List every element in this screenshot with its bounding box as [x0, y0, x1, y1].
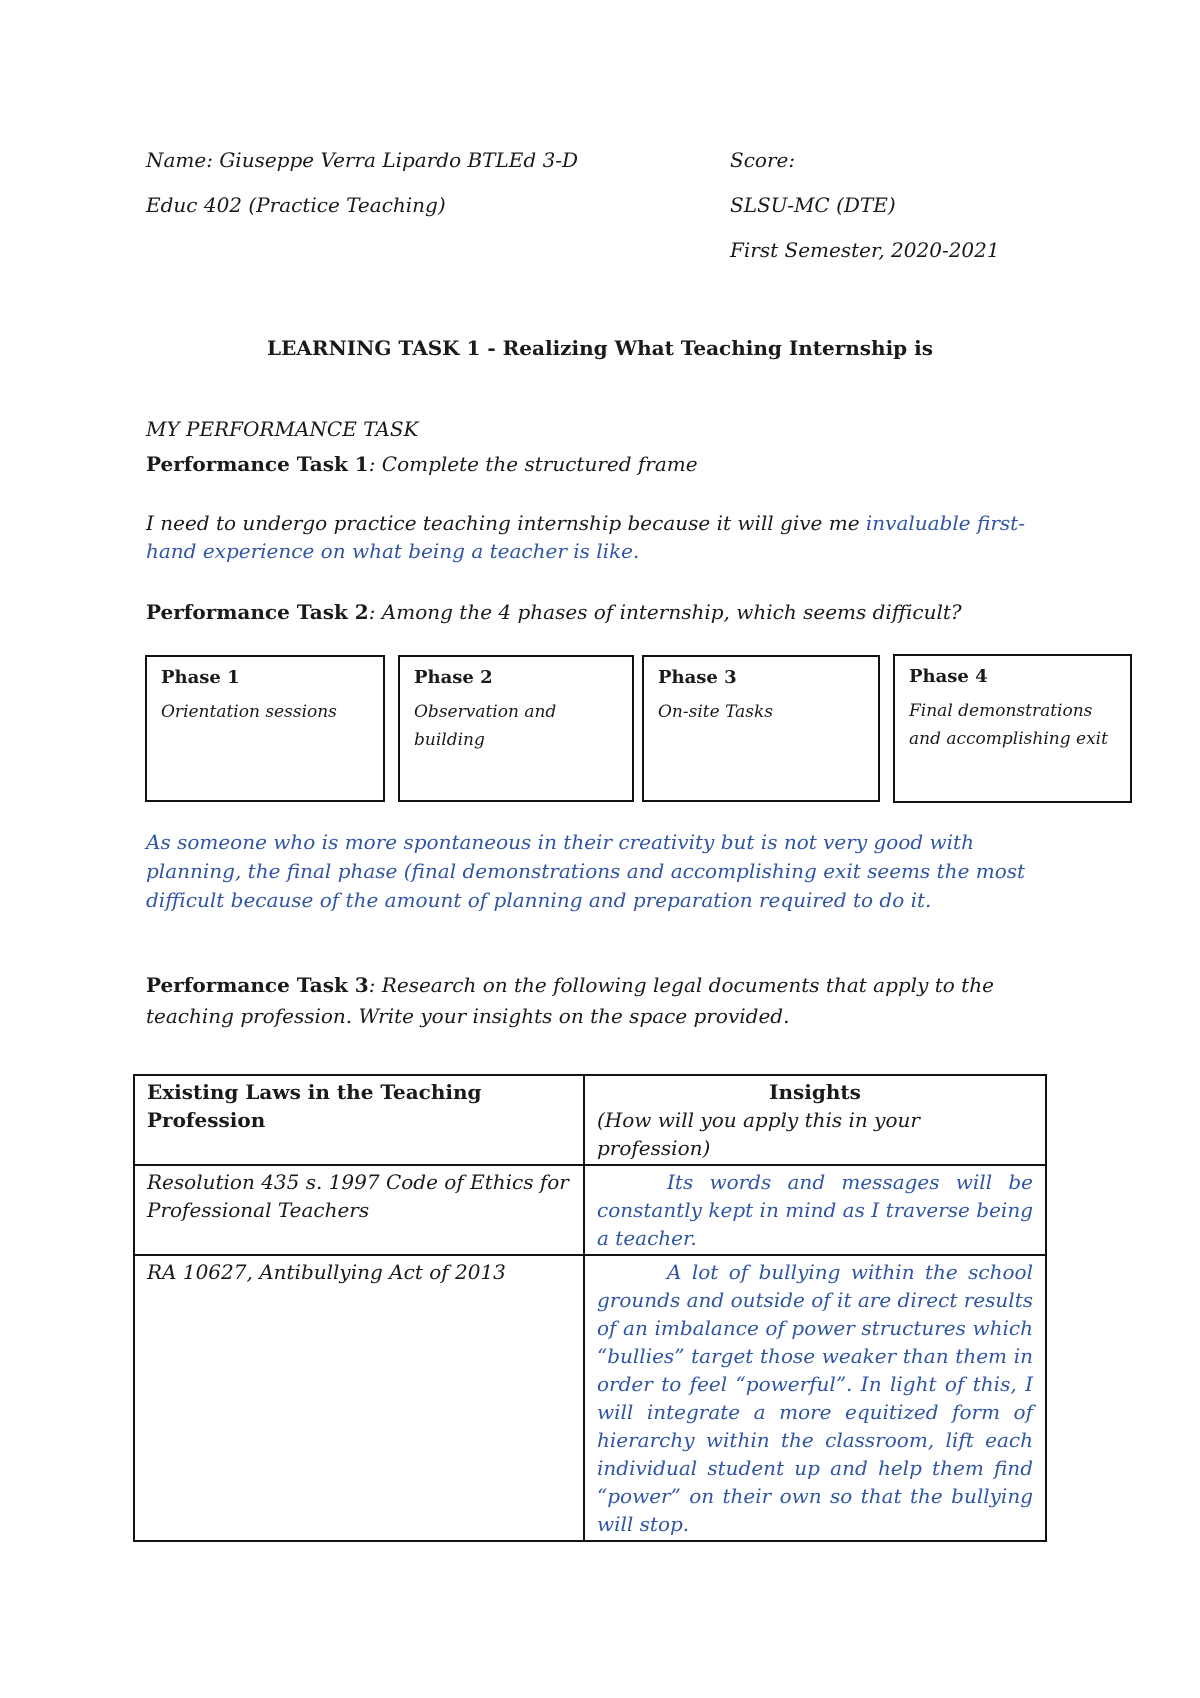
task1-response — [146, 509, 1026, 565]
page-title: LEARNING TASK 1 - Realizing What Teaching Internship is — [267, 336, 933, 360]
header-insights — [584, 1075, 1046, 1165]
table-row — [134, 1165, 1046, 1255]
task1-heading — [146, 450, 698, 478]
semester-label: First Semester, 2020-2021 — [730, 238, 1000, 262]
student-name: Name: Giuseppe Verra Lipardo BTLEd 3-D — [146, 148, 579, 172]
task2-heading — [146, 598, 962, 626]
insight-cell: Its words and messages will be constantly kept in mind as I traverse being a teacher. — [584, 1165, 1046, 1255]
phase-desc: Observation and building — [414, 702, 557, 750]
phase-box-4 — [893, 654, 1132, 803]
task2-answer: As someone who is more spontaneous in their creativity but is not very good with planning, the final phase (final demonstrations and accomplishing exit seems the most difficult because of the amount of planning and preparation required to do it. — [146, 830, 1026, 912]
task3-label: Performance Task 3 — [146, 973, 369, 997]
phase-desc: Orientation sessions — [161, 702, 337, 722]
header-laws: Existing Laws in the Teaching Profession — [134, 1075, 584, 1165]
law-cell: Resolution 435 s. 1997 Code of Ethics for Professional Teachers — [134, 1165, 584, 1255]
score-label: Score: — [730, 148, 796, 172]
phase-title: Phase 4 — [909, 666, 988, 687]
phase-title: Phase 2 — [414, 667, 493, 688]
phase-box-3 — [642, 655, 880, 802]
school-label: SLSU-MC (DTE) — [730, 193, 896, 217]
task3-heading — [146, 970, 1016, 1032]
table-header-row — [134, 1075, 1046, 1165]
task3-instruction: : Research on the following legal documents that apply to the teaching profession. Write your insights on the space provided. — [146, 973, 994, 1028]
task2-instruction: : Among the 4 phases of internship, which seems difficult? — [368, 600, 962, 624]
table-row — [134, 1255, 1046, 1541]
phase-title: Phase 1 — [161, 667, 240, 688]
task1-prompt: I need to undergo practice teaching internship because it will give me — [146, 511, 866, 535]
phase-desc: On-site Tasks — [658, 702, 773, 722]
task1-answer: invaluable first-hand experience on what being a teacher is like. — [146, 511, 1025, 563]
phase-title: Phase 3 — [658, 667, 737, 688]
task1-label: Performance Task 1 — [146, 452, 369, 476]
law-cell: RA 10627, Antibullying Act of 2013 — [134, 1255, 584, 1541]
phase-box-2 — [398, 655, 634, 802]
task1-instruction: : Complete the structured frame — [368, 452, 698, 476]
laws-table — [133, 1074, 1047, 1542]
header-insights-title: Insights — [769, 1080, 861, 1104]
phase-box-1 — [145, 655, 385, 802]
task2-label: Performance Task 2 — [146, 600, 369, 624]
phase-desc: Final demonstrations and accomplishing exit — [909, 701, 1108, 749]
insight-cell: A lot of bullying within the school grounds and outside of it are direct results of an imbalance of power structures which “bullies” target those weaker than them in order to feel “powerful”. In light of this, I will integrate a more equitized form of hierarchy within the classroom, lift each individual student up and help them find “power” on their own so that the bullying will stop. — [584, 1255, 1046, 1541]
section-heading: MY PERFORMANCE TASK — [146, 417, 419, 441]
header-insights-sub: (How will you apply this in your profession) — [597, 1108, 920, 1160]
course-label: Educ 402 (Practice Teaching) — [146, 193, 446, 217]
